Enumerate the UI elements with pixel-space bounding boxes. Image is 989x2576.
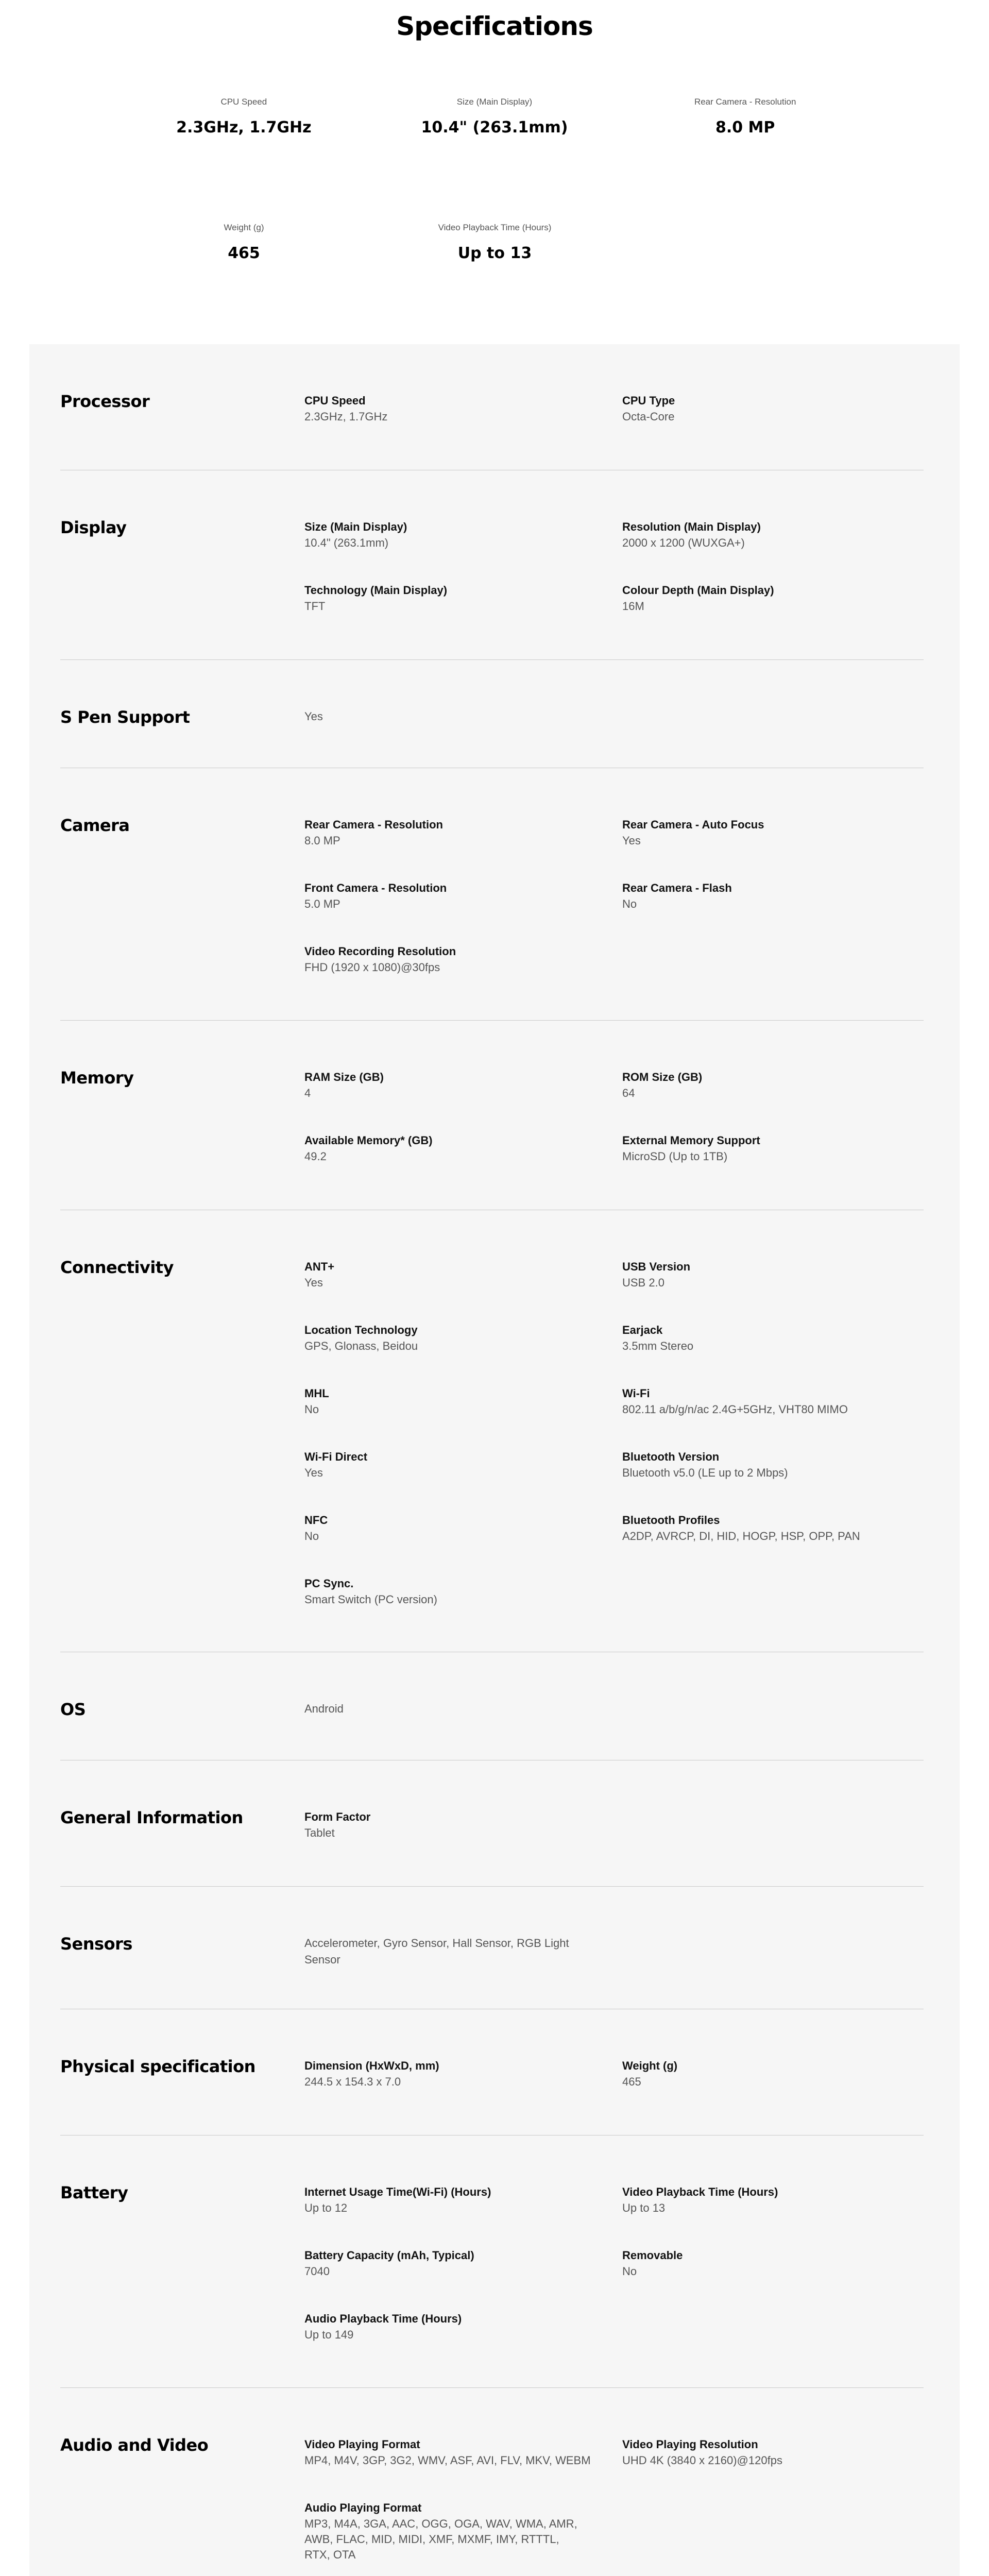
spec-value: UHD 4K (3840 x 2160)@120fps xyxy=(622,2454,782,2467)
spec-value: 465 xyxy=(622,2075,641,2088)
spec-section-s-pen-support xyxy=(60,660,924,768)
spec-item xyxy=(304,1259,622,1299)
spec-item xyxy=(304,2058,622,2098)
spec-name: Weight (g) xyxy=(622,2059,678,2072)
spec-name: Resolution (Main Display) xyxy=(622,520,761,533)
section-items xyxy=(304,1809,924,1849)
spec-value: No xyxy=(622,897,637,910)
spec-value: Bluetooth v5.0 (LE up to 2 Mbps) xyxy=(622,1466,788,1479)
section-items xyxy=(304,393,924,433)
spec-name: Rear Camera - Flash xyxy=(622,882,732,894)
spec-value: 16M xyxy=(622,600,644,613)
highlight-item xyxy=(118,96,369,222)
spec-item xyxy=(304,943,622,984)
spec-value: Yes xyxy=(304,1276,323,1289)
spec-section-os xyxy=(60,1652,924,1760)
spec-value: 10.4" (263.1mm) xyxy=(304,536,389,549)
spec-value: Octa-Core xyxy=(622,410,675,423)
spec-name: Location Technology xyxy=(304,1324,418,1336)
section-title: Display xyxy=(60,518,127,537)
spec-name: RAM Size (GB) xyxy=(304,1071,384,1083)
spec-item xyxy=(304,1512,622,1552)
spec-name: External Memory Support xyxy=(622,1134,760,1147)
section-items xyxy=(304,1935,577,1968)
spec-section-display xyxy=(60,470,924,660)
spec-value: 7040 xyxy=(304,2265,330,2278)
spec-highlights xyxy=(118,96,871,347)
spec-value: MP3, M4A, 3GA, AAC, OGG, OGA, WAV, WMA, AMR, AWB, FLAC, MID, MIDI, XMF, MXMF, IMY, RTTTL, RTX, OTA xyxy=(304,2517,577,2561)
spec-section-camera xyxy=(60,768,924,1021)
section-items xyxy=(304,2058,924,2098)
spec-value: 3.5mm Stereo xyxy=(622,1340,694,1352)
spec-name: Earjack xyxy=(622,1324,663,1336)
spec-value: 8.0 MP xyxy=(304,834,340,847)
spec-name: Dimension (HxWxD, mm) xyxy=(304,2059,439,2072)
spec-value: Android xyxy=(304,1702,344,1715)
spec-section-physical-specification xyxy=(60,2009,924,2136)
spec-value: TFT xyxy=(304,600,326,613)
spec-item xyxy=(304,880,622,920)
spec-name: Rear Camera - Resolution xyxy=(304,818,443,831)
section-title: Camera xyxy=(60,816,130,835)
spec-name: Video Recording Resolution xyxy=(304,945,456,958)
highlight-label: Weight (g) xyxy=(224,223,264,232)
section-items xyxy=(304,817,924,984)
section-title: S Pen Support xyxy=(60,707,190,727)
spec-name: Battery Capacity (mAh, Typical) xyxy=(304,2249,474,2262)
spec-item xyxy=(304,2500,583,2563)
spec-item xyxy=(622,1132,924,1173)
spec-item xyxy=(622,2184,924,2224)
spec-name: Video Playing Resolution xyxy=(622,2438,758,2451)
spec-name: Audio Playback Time (Hours) xyxy=(304,2312,462,2325)
spec-item xyxy=(304,2311,622,2351)
spec-value: Yes xyxy=(304,710,323,723)
section-items xyxy=(304,2436,924,2563)
spec-item xyxy=(304,2436,622,2477)
spec-section-memory xyxy=(60,1021,924,1210)
spec-item xyxy=(304,393,622,433)
spec-item xyxy=(304,1809,622,1849)
section-title: Connectivity xyxy=(60,1258,174,1277)
highlight-value: 2.3GHz, 1.7GHz xyxy=(176,118,312,137)
section-items xyxy=(304,1701,577,1717)
spec-panel xyxy=(29,344,960,2576)
spec-value: Yes xyxy=(622,834,641,847)
spec-item xyxy=(304,519,622,559)
section-title: Processor xyxy=(60,392,150,411)
spec-item xyxy=(304,1132,622,1173)
spec-item xyxy=(622,1512,924,1552)
highlight-item xyxy=(369,96,620,222)
spec-value: Up to 13 xyxy=(622,2201,666,2214)
spec-section-sensors xyxy=(60,1887,924,2009)
highlight-value: 8.0 MP xyxy=(715,118,775,137)
highlight-label: Rear Camera - Resolution xyxy=(694,97,796,107)
spec-value: No xyxy=(304,1530,319,1543)
spec-item xyxy=(304,582,622,622)
spec-value: Tablet xyxy=(304,1826,335,1839)
section-items xyxy=(304,1259,924,1616)
highlight-item xyxy=(118,222,369,347)
spec-value: 2.3GHz, 1.7GHz xyxy=(304,410,388,423)
spec-name: Bluetooth Profiles xyxy=(622,1514,720,1527)
highlight-item xyxy=(369,222,620,347)
spec-name: Removable xyxy=(622,2249,683,2262)
highlight-label: Video Playback Time (Hours) xyxy=(438,223,552,232)
section-title: Sensors xyxy=(60,1934,132,1954)
spec-name: Wi-Fi xyxy=(622,1387,650,1400)
highlight-label: CPU Speed xyxy=(220,97,267,107)
spec-name: MHL xyxy=(304,1387,329,1400)
spec-item xyxy=(622,1322,924,1362)
spec-item xyxy=(304,1069,622,1109)
spec-name: Form Factor xyxy=(304,1810,371,1823)
spec-name: PC Sync. xyxy=(304,1577,354,1590)
section-title: Memory xyxy=(60,1068,134,1088)
section-items xyxy=(304,1069,924,1173)
section-items xyxy=(304,519,924,622)
spec-name: Wi-Fi Direct xyxy=(304,1450,368,1463)
spec-value: 802.11 a/b/g/n/ac 2.4G+5GHz, VHT80 MIMO xyxy=(622,1403,848,1416)
spec-item xyxy=(622,1385,924,1426)
spec-item xyxy=(622,817,924,857)
spec-value: Yes xyxy=(304,1466,323,1479)
spec-section-audio-and-video xyxy=(60,2388,924,2576)
spec-name: Audio Playing Format xyxy=(304,2501,422,2514)
spec-item xyxy=(622,519,924,559)
section-title: Battery xyxy=(60,2183,128,2202)
spec-item xyxy=(304,2184,622,2224)
spec-item xyxy=(622,582,924,622)
spec-value: 2000 x 1200 (WUXGA+) xyxy=(622,536,745,549)
spec-name: Available Memory* (GB) xyxy=(304,1134,433,1147)
spec-name: Bluetooth Version xyxy=(622,1450,720,1463)
spec-item xyxy=(622,393,924,433)
spec-value: Up to 149 xyxy=(304,2328,354,2341)
spec-item xyxy=(622,2247,924,2287)
spec-item xyxy=(622,2058,924,2098)
spec-item xyxy=(304,2247,622,2287)
spec-name: Size (Main Display) xyxy=(304,520,407,533)
spec-value: FHD (1920 x 1080)@30fps xyxy=(304,961,440,974)
highlight-value: 10.4" (263.1mm) xyxy=(421,118,568,137)
section-title: Audio and Video xyxy=(60,2435,209,2455)
highlights-row xyxy=(118,96,871,222)
spec-section-battery xyxy=(60,2136,924,2388)
section-title: OS xyxy=(60,1700,86,1719)
spec-item xyxy=(304,1575,622,1616)
spec-section-general-information xyxy=(60,1760,924,1887)
spec-value: A2DP, AVRCP, DI, HID, HOGP, HSP, OPP, PAN xyxy=(622,1530,860,1543)
spec-value: Accelerometer, Gyro Sensor, Hall Sensor, RGB Light Sensor xyxy=(304,1937,569,1966)
spec-value: No xyxy=(304,1403,319,1416)
spec-item xyxy=(622,1069,924,1109)
spec-value: No xyxy=(622,2265,637,2278)
spec-name: Colour Depth (Main Display) xyxy=(622,584,774,597)
spec-value: 244.5 x 154.3 x 7.0 xyxy=(304,2075,401,2088)
spec-name: CPU Type xyxy=(622,394,675,407)
highlight-value: 465 xyxy=(228,244,260,262)
spec-section-processor xyxy=(60,344,924,470)
spec-name: Technology (Main Display) xyxy=(304,584,448,597)
spec-name: Video Playing Format xyxy=(304,2438,420,2451)
section-title: General Information xyxy=(60,1808,243,1827)
highlights-row xyxy=(118,222,871,347)
spec-name: USB Version xyxy=(622,1260,691,1273)
section-items xyxy=(304,708,577,725)
spec-item xyxy=(622,880,924,920)
highlight-label: Size (Main Display) xyxy=(456,97,533,107)
spec-value: 5.0 MP xyxy=(304,897,340,910)
section-title: Physical specification xyxy=(60,2057,255,2076)
spec-value: 49.2 xyxy=(304,1150,327,1163)
spec-value: 64 xyxy=(622,1087,635,1099)
spec-value: Up to 12 xyxy=(304,2201,348,2214)
spec-value: USB 2.0 xyxy=(622,1276,664,1289)
spec-name: NFC xyxy=(304,1514,328,1527)
highlight-item xyxy=(620,96,871,222)
spec-item xyxy=(622,1449,924,1489)
highlight-value: Up to 13 xyxy=(457,244,532,262)
section-items xyxy=(304,2184,924,2351)
spec-list xyxy=(60,344,924,2576)
spec-item xyxy=(304,1322,622,1362)
spec-value: 4 xyxy=(304,1087,311,1099)
spec-item xyxy=(304,817,622,857)
spec-name: CPU Speed xyxy=(304,394,366,407)
spec-value: GPS, Glonass, Beidou xyxy=(304,1340,418,1352)
spec-name: Front Camera - Resolution xyxy=(304,882,447,894)
spec-value: MP4, M4V, 3GP, 3G2, WMV, ASF, AVI, FLV, MKV, WEBM xyxy=(304,2454,591,2467)
spec-item xyxy=(304,1449,622,1489)
spec-name: Video Playback Time (Hours) xyxy=(622,2185,778,2198)
spec-section-connectivity xyxy=(60,1210,924,1652)
spec-item xyxy=(622,1259,924,1299)
spec-name: Internet Usage Time(Wi-Fi) (Hours) xyxy=(304,2185,491,2198)
spec-item xyxy=(304,1385,622,1426)
spec-name: Rear Camera - Auto Focus xyxy=(622,818,764,831)
page-title: Specifications xyxy=(396,11,593,41)
spec-value: MicroSD (Up to 1TB) xyxy=(622,1150,728,1163)
spec-name: ANT+ xyxy=(304,1260,335,1273)
spec-name: ROM Size (GB) xyxy=(622,1071,703,1083)
spec-item xyxy=(622,2436,924,2477)
spec-value: Smart Switch (PC version) xyxy=(304,1593,437,1606)
